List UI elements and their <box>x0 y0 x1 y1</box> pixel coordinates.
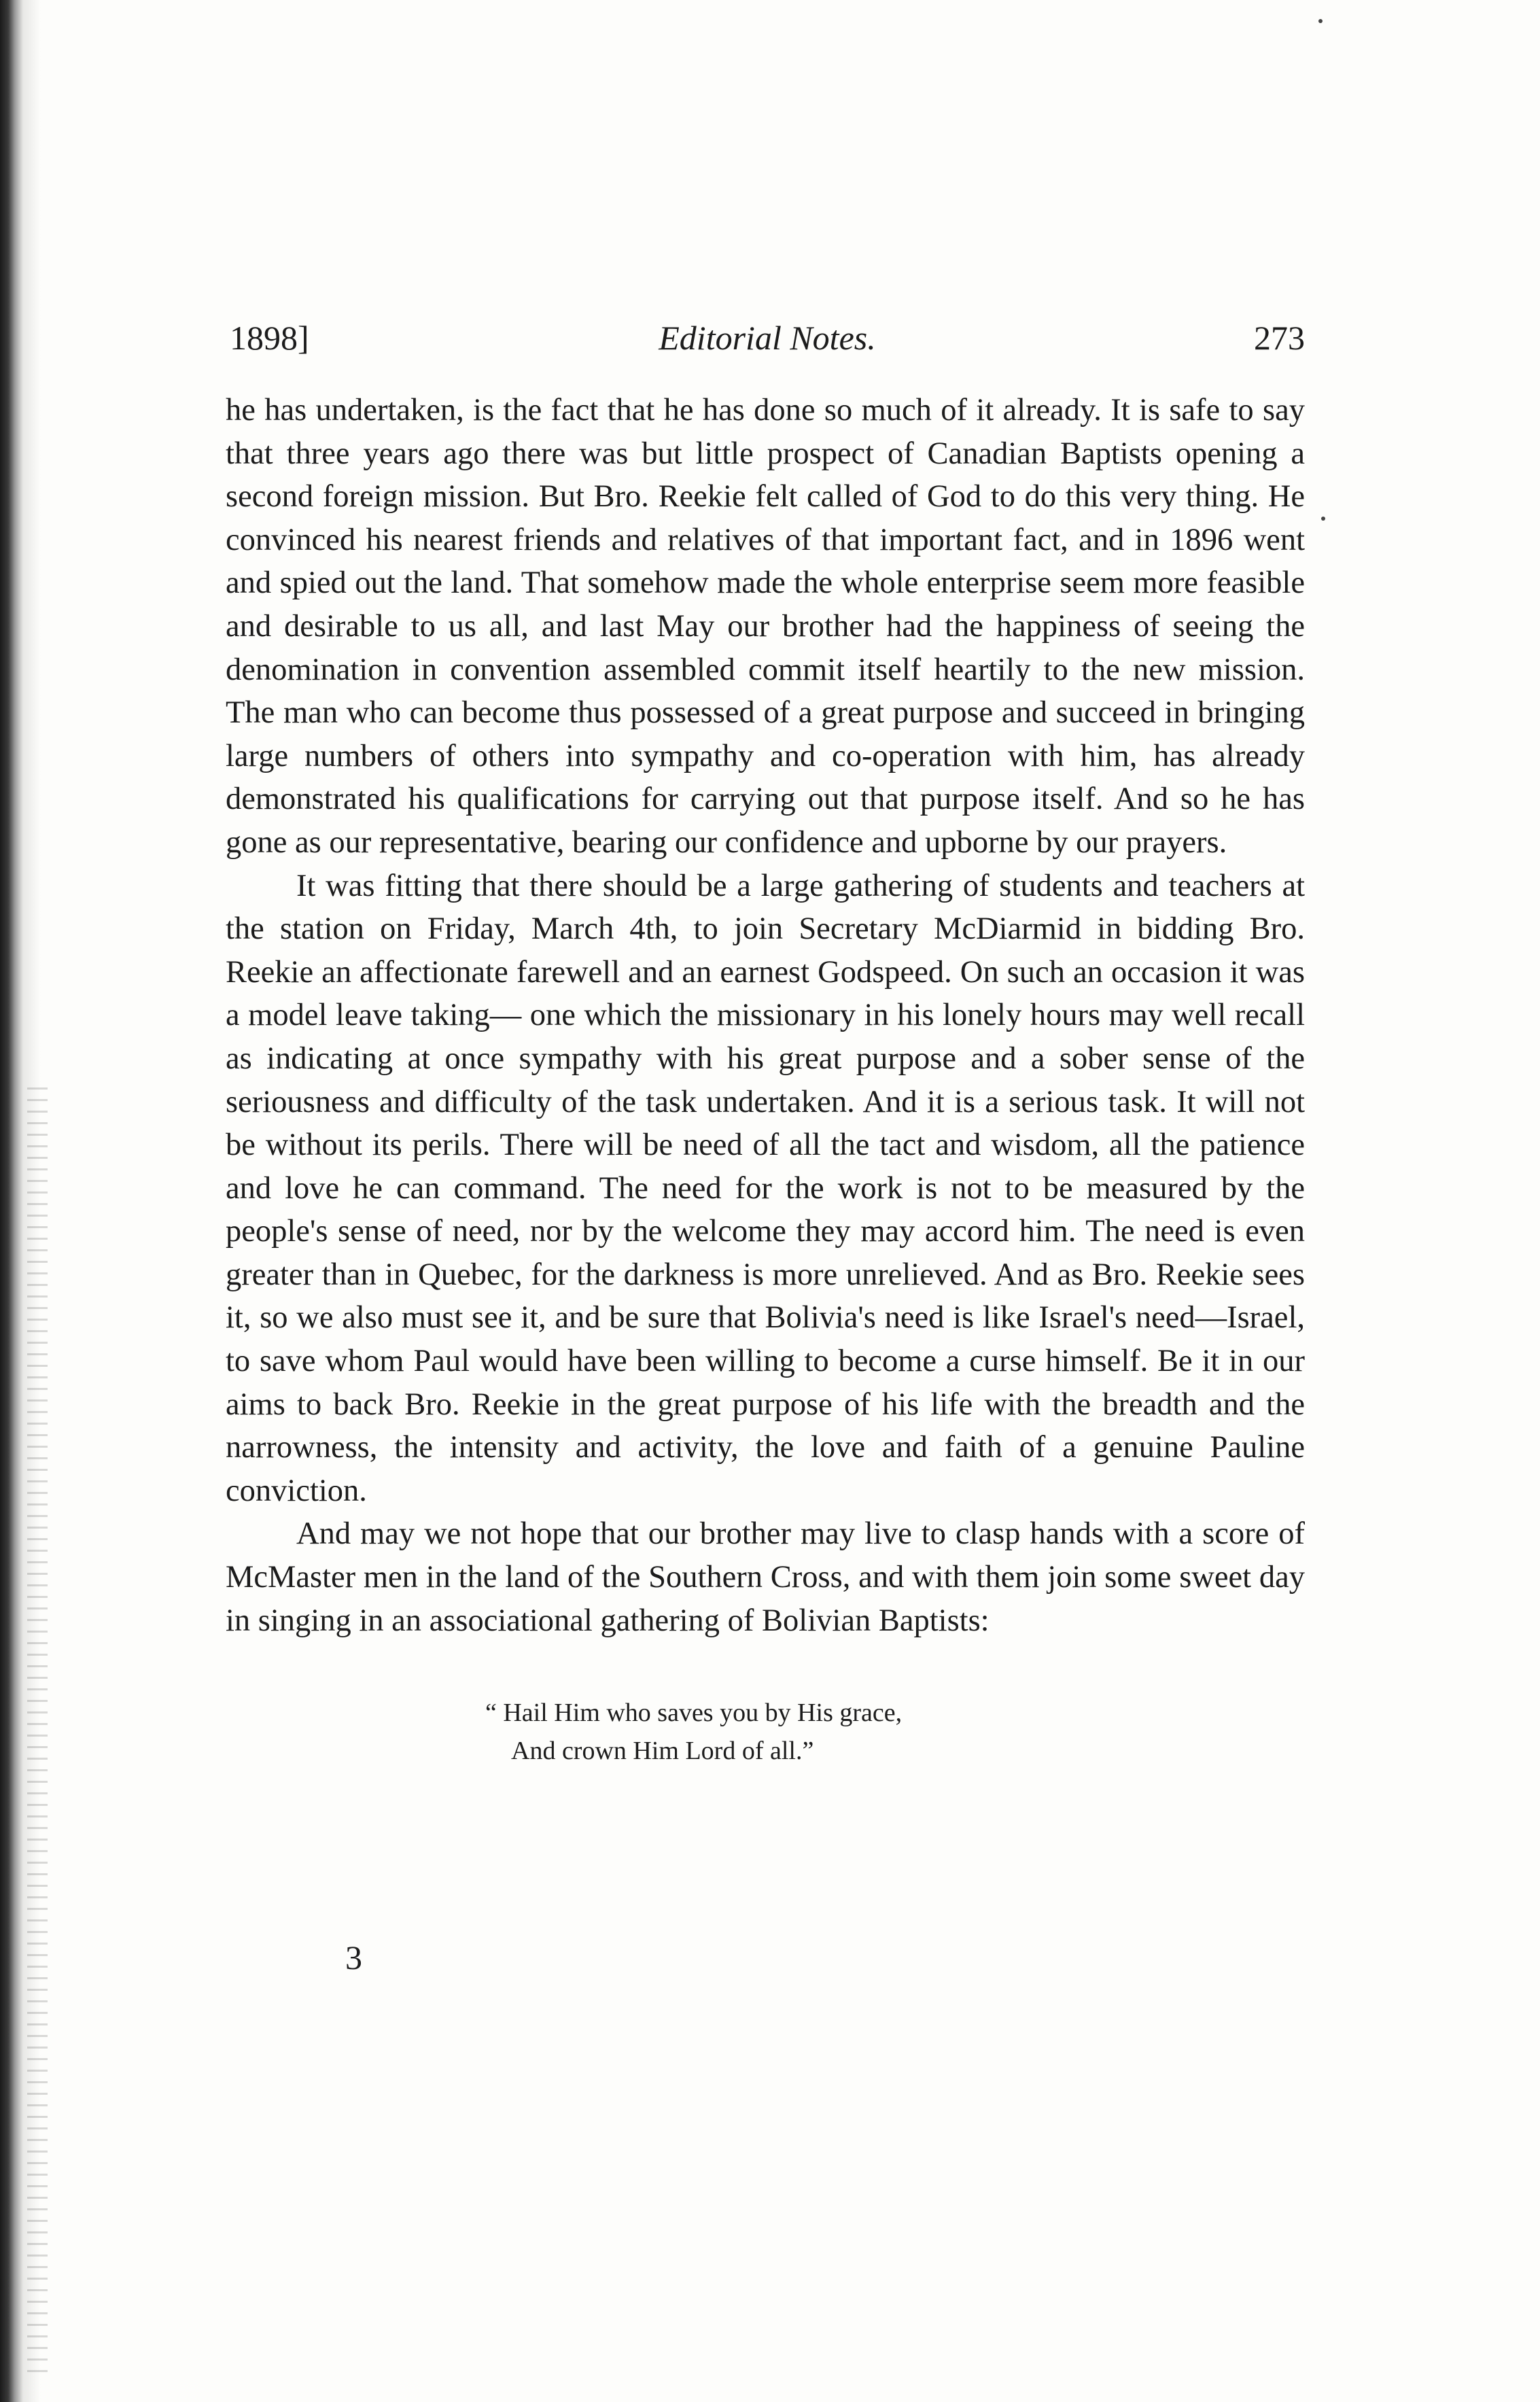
scan-speck <box>1318 19 1323 23</box>
header-year: 1898] <box>230 319 309 357</box>
page-number: 273 <box>1254 319 1305 357</box>
scan-speck <box>1321 517 1325 521</box>
article-body <box>226 389 1305 1642</box>
hymn-quotation <box>485 1694 1097 1770</box>
paragraph-3: And may we not hope that our brother may live to clasp hands with a score of McMaster men in the land of the Southern Cross, and with them join some sweet day in singing in an associational gathering of Bolivian Baptists: <box>226 1516 1305 1638</box>
scan-gutter-noise <box>27 1087 48 2379</box>
header-title: Editorial Notes. <box>659 319 876 357</box>
verse-line-2: And crown Him Lord of all.” <box>511 1737 814 1765</box>
running-header <box>230 314 1305 362</box>
paragraph-1: he has undertaken, is the fact that he has done so much of it already. It is safe to say that three years ago there was but little prospect of Canadian Baptists opening a second foreign mission. But Bro. Reekie felt called of God to do this very thing. He convinced his nearest friends and relatives of that important fact, and in 1896 went and spied out the land. That somehow made the whole enterprise seem more feasible and desirable to us all, and last May our brother had the happiness of seeing the denomination in convention assembled commit itself heartily to the new mission. The man who can become thus possessed of a great purpose and succeed in bringing large numbers of others into sympathy and co-operation with him, has already demonstrated his qualifications for carrying out that purpose itself. And so he has gone as our representative, bearing our confidence and upborne by our prayers. <box>226 393 1305 860</box>
paragraph-2: It was fitting that there should be a large gathering of students and teachers at the station on Friday, March 4th, to join Secretary McDiarmid in bidding Bro. Reekie an affectionate farewell and an earnest Godspeed. On such an occasion it was a model leave taking— one which the missionary in his lonely hours may well recall as indicating at once sympathy with his great purpose and a sober sense of the seriousness and difficulty of the task undertaken. And it is a serious task. It will not be without its perils. There will be need of all the tact and wisdom, all the patience and love he can command. The need for the work is not to be measured by the people's sense of need, nor by the welcome they may accord him. The need is even greater than in Quebec, for the darkness is more unrelieved. And as Bro. Reekie sees it, so we also must see it, and be sure that Bolivia's need is like Israel's need—Israel, to save whom Paul would have been willing to become a curse himself. Be it in our aims to back Bro. Reekie in the great purpose of his life with the breadth and the narrowness, the intensity and activity, the love and faith of a genuine Pauline conviction. <box>226 868 1305 1508</box>
signature-mark: 3 <box>345 1938 362 1977</box>
verse-line-1: “ Hail Him who saves you by His grace, <box>485 1699 903 1727</box>
